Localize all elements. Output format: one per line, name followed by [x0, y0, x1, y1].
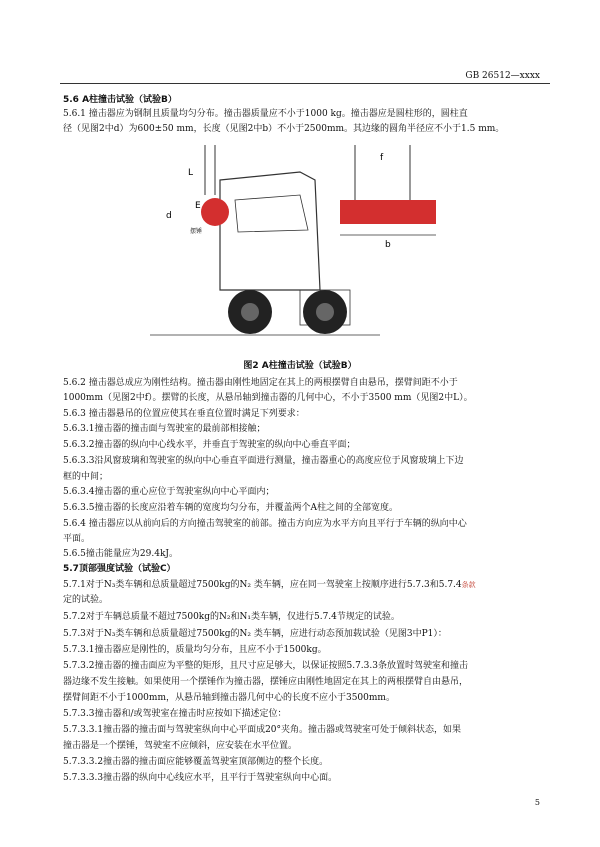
para-5-6-3-1: 5.6.3.1撞击器的撞击面与驾驶室的最前部相接触；: [63, 424, 266, 434]
para-5-6-2-line1: 5.6.2 撞击器总成应为刚性结构。撞击器由刚性地固定在其上的两根摆臂自由悬吊，摆臂间距不小于: [63, 378, 458, 388]
para-5-7-3-3-1-line1: 5.7.3.3.1撞击器的撞击面与驾驶室纵向中心平面成20°夹角。撞击器或驾驶室可处于倾斜状态，如果: [63, 725, 462, 735]
para-5-6-3-3-line1: 5.6.3.3沿风窗玻璃和驾驶室的纵向中心垂直平面进行测量，撞击器重心的高度应位于风窗玻璃上下边: [63, 456, 464, 466]
section-5-6-title: 5.6 A柱撞击试验（试验B）: [63, 95, 177, 105]
impactor-front-view: [340, 200, 436, 224]
para-5-7-3-3-1-line2: 撞击器是一个摆锤，驾驶室不应倾斜，应安装在水平位置。: [63, 741, 298, 751]
para-5-7-3-3: 5.7.3.3撞击器和/或驾驶室在撞击时应按如下描述定位：: [63, 709, 287, 719]
label-f: f: [380, 153, 384, 163]
para-5-6-1-line1: 5.6.1 撞击器应为钢制且质量均匀分布。撞击器质量应不小于1000 kg。撞击器应是圆柱形的，圆柱直: [63, 109, 468, 119]
para-5-7-3-2-line1: 5.7.3.2撞击器的撞击面应为平整的矩形，且尺寸应足够大，以保证按照5.7.3.3条放置时驾驶室和撞击: [63, 661, 468, 671]
para-5-6-2-line2: 1000mm（见图2中f）。摆臂的长度，从悬吊轴到撞击器的几何中心，不小于3500 mm（见图2中L）。: [63, 393, 473, 403]
para-5-7-3-2-line2: 器边缘不发生接触。如果使用一个摆锤作为撞击器，摆锤应由刚性地固定在其上的两根摆臂自由悬吊，: [63, 677, 469, 687]
para-5-7-3-2-line3: 摆臂间距不小于1000mm，从悬吊轴到撞击器几何中心的长度不应小于3500mm。: [63, 693, 395, 703]
para-5-6-4-line1: 5.6.4 撞击器应以从前向后的方向撞击驾驶室的前部。撞击方向应为水平方向且平行于车辆的纵向中心: [63, 519, 467, 529]
para-5-7-1-line1: 5.7.1对于N₃类车辆和总质量超过7500kg的N₂ 类车辆，应在同一驾驶室上按顺序进行5.7.3和5.7.4条款: [63, 580, 476, 590]
label-d: d: [166, 211, 172, 221]
figure-caption: 图2 A柱撞击试验（试验B）: [243, 361, 357, 371]
para-5-7-3-3-2: 5.7.3.3.2撞击器的撞击面应能够覆盖驾驶室顶部侧边的整个长度。: [63, 757, 329, 767]
label-L: L: [188, 168, 194, 178]
para-5-7-3-1: 5.7.3.1撞击器应是刚性的，质量均匀分布，且应不小于1500kg。: [63, 645, 327, 655]
page-number: 5: [534, 798, 540, 807]
para-5-6-3-2: 5.6.3.2撞击器的纵向中心线水平，并垂直于驾驶室的纵向中心垂直平面；: [63, 440, 356, 450]
para-5-6-3-5: 5.6.3.5撞击器的长度应沿着车辆的宽度均匀分布，并覆盖两个A柱之间的全部宽度。: [63, 503, 398, 513]
standard-number: GB 26512—xxxx: [465, 71, 540, 81]
para-5-7-1-line2: 定的试验。: [63, 595, 109, 605]
para-5-6-5: 5.6.5撞击能量应为29.4kJ。: [63, 549, 179, 559]
label-E: E: [195, 201, 201, 211]
para-5-6-3: 5.6.3 撞击器悬吊的位置应使其在垂直位置时满足下列要求：: [63, 409, 305, 419]
para-5-7-2: 5.7.2对于车辆总质量不超过7500kg的N₂和N₁类车辆，仅进行5.7.4节规定的试验。: [63, 612, 400, 622]
para-5-7-3: 5.7.3对于N₃类车辆和总质量超过7500kg的N₂ 类车辆，应进行动态预加载试验（见图3中P1）：: [63, 629, 447, 639]
figure-2-diagram: [150, 140, 450, 350]
label-b: b: [385, 240, 391, 250]
para-5-6-1-line2: 径（见图2中d）为600±50 mm，长度（见图2中b）不小于2500mm。其边缘的圆角半径应不小于1.5 mm。: [63, 124, 505, 134]
section-5-7-title: 5.7顶部强度试验（试验C）: [63, 564, 176, 574]
para-5-6-3-4: 5.6.3.4撞击器的重心应位于驾驶室纵向中心平面内；: [63, 487, 275, 497]
overlay-note: 条款: [461, 581, 476, 589]
para-5-7-3-3-3: 5.7.3.3.3撞击器的纵向中心线应水平，且平行于驾驶室纵向中心面。: [63, 773, 338, 783]
para-5-6-3-3-line2: 框的中间；: [63, 472, 109, 482]
para-5-6-4-line2: 平面。: [63, 534, 91, 544]
impactor-side-view: [201, 198, 229, 226]
label-tag: 摆锤: [190, 228, 203, 235]
header-rule: [60, 83, 550, 84]
